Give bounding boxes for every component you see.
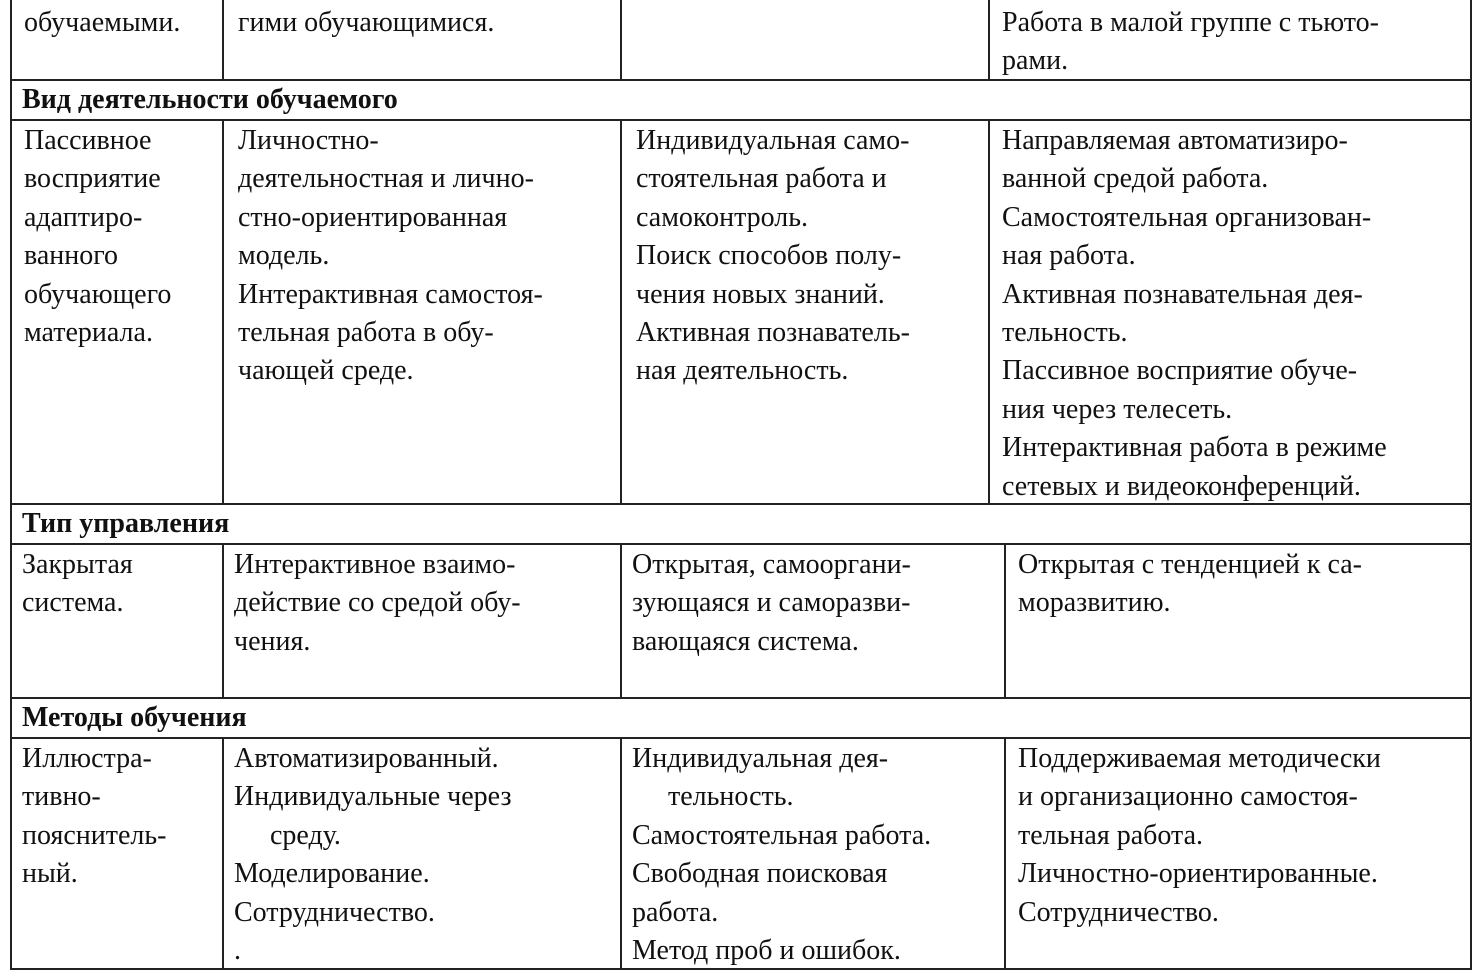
cell-line: тельность.: [1002, 317, 1128, 349]
column-divider: [1004, 544, 1006, 698]
top-row-col4: [1002, 4, 1462, 81]
cell-line: Сотрудничество.: [234, 896, 435, 928]
cell-line: стно-ориентированная: [238, 201, 508, 233]
column-divider: [620, 120, 622, 504]
cell-line: пояснитель-: [22, 819, 167, 851]
methods-col2: [234, 740, 612, 970]
cell-line: Закрытая: [22, 549, 133, 580]
comparison-table: [10, 0, 1472, 972]
section-title-methods: Методы обучения: [22, 702, 247, 733]
cell-line: материала.: [24, 317, 153, 349]
cell-line: Самостоятельная организован-: [1002, 201, 1372, 233]
cell-line: .: [234, 935, 241, 967]
cell-line: тельность.: [668, 781, 794, 813]
methods-col3: [632, 740, 1002, 970]
cell-line: рами.: [1002, 45, 1069, 77]
section-title-activity: Вид деятельности обучаемого: [22, 84, 398, 115]
cell-line: Пассивное восприятие обуче-: [1002, 355, 1358, 387]
control-col2: [234, 546, 612, 661]
cell-line: тельная работа.: [1018, 819, 1204, 851]
cell-line: тельная работа в обу-: [238, 317, 494, 349]
control-col3: [632, 546, 998, 661]
cell-line: Интерактивная работа в режиме: [1002, 432, 1387, 464]
cell-line: Направляемая автоматизиро-: [1002, 125, 1348, 156]
cell-line: Интерактивная самостоя-: [238, 278, 543, 310]
top-row-col1: [24, 4, 220, 42]
cell-line: Метод проб и ошибок.: [632, 935, 901, 967]
top-row-col2: [238, 4, 608, 42]
table-rule: [10, 697, 1472, 699]
column-divider: [222, 120, 224, 504]
cell-line: Пассивное: [24, 125, 152, 156]
column-divider: [988, 120, 990, 504]
cell-line: Работа в малой группе с тьюто-: [1002, 7, 1379, 38]
cell-line: ванного: [24, 240, 119, 272]
column-divider: [620, 0, 622, 80]
cell-line: Активная познавательная дея-: [1002, 278, 1363, 310]
cell-line: чения новых знаний.: [636, 278, 885, 310]
control-col1: [22, 546, 218, 623]
cell-line: действие со средой обу-: [234, 587, 521, 619]
activity-col4: [1002, 122, 1462, 506]
cell-line: обучаемыми.: [24, 7, 181, 38]
cell-line: Индивидуальная дея-: [632, 743, 889, 774]
cell-line: Свободная поисковая: [632, 858, 888, 890]
cell-line: Открытая с тенденцией к са-: [1018, 549, 1362, 580]
column-divider: [222, 738, 224, 970]
cell-line: самоконтроль.: [636, 201, 809, 233]
table-rule: [10, 737, 1472, 739]
cell-line: стоятельная работа и: [636, 163, 887, 195]
cell-line: ная деятельность.: [636, 355, 849, 387]
cell-line: ванной средой работа.: [1002, 163, 1269, 195]
cell-line: Моделирование.: [234, 858, 430, 890]
cell-line: Поддерживаемая методически: [1018, 743, 1381, 774]
cell-line: среду.: [270, 819, 341, 851]
methods-col1: [22, 740, 218, 894]
cell-line: ная работа.: [1002, 240, 1136, 272]
cell-line: Автоматизированный.: [234, 743, 499, 774]
table-border-right: [1470, 0, 1472, 970]
cell-line: Иллюстра-: [22, 743, 152, 774]
cell-line: работа.: [632, 896, 719, 928]
column-divider: [222, 0, 224, 80]
cell-line: моразвитию.: [1018, 587, 1171, 619]
cell-line: Самостоятельная работа.: [632, 819, 932, 851]
cell-line: Индивидуальная само-: [636, 125, 910, 156]
cell-line: Личностно-: [238, 125, 379, 156]
activity-col3: [636, 122, 976, 391]
table-rule: [10, 119, 1472, 121]
cell-line: Активная познаватель-: [636, 317, 910, 349]
cell-line: ния через телесеть.: [1002, 393, 1233, 425]
cell-line: Индивидуальные через: [234, 781, 512, 813]
cell-line: зующаяся и саморазви-: [632, 587, 911, 619]
activity-col1: [24, 122, 220, 352]
cell-line: Сотрудничество.: [1018, 896, 1219, 928]
cell-line: ный.: [22, 858, 78, 890]
control-col4: [1018, 546, 1462, 623]
cell-line: Интерактивное взаимо-: [234, 549, 516, 580]
cell-line: Открытая, самооргани-: [632, 549, 911, 580]
column-divider: [222, 544, 224, 698]
cell-line: восприятие: [24, 163, 161, 195]
cell-line: модель.: [238, 240, 330, 272]
cell-line: вающаяся система.: [632, 625, 859, 657]
table-border-left: [10, 0, 12, 970]
cell-line: деятельностная и лично-: [238, 163, 534, 195]
cell-line: Поиск способов полу-: [636, 240, 902, 272]
cell-line: система.: [22, 587, 124, 619]
activity-col2: [238, 122, 608, 391]
column-divider: [620, 738, 622, 970]
cell-line: адаптиро-: [24, 201, 143, 233]
cell-line: тивно-: [22, 781, 101, 813]
column-divider: [988, 0, 990, 80]
cell-line: гими обучающимися.: [238, 7, 495, 38]
table-rule: [10, 543, 1472, 545]
cell-line: чающей среде.: [238, 355, 414, 387]
cell-line: Личностно-ориентированные.: [1018, 858, 1378, 890]
cell-line: и организационно самостоя-: [1018, 781, 1358, 813]
section-title-control: Тип управления: [22, 508, 230, 539]
cell-line: обучающего: [24, 278, 172, 310]
cell-line: чения.: [234, 625, 311, 657]
column-divider: [620, 544, 622, 698]
cell-line: сетевых и видеоконференций.: [1002, 470, 1361, 502]
column-divider: [1004, 738, 1006, 970]
methods-col4: [1018, 740, 1466, 932]
